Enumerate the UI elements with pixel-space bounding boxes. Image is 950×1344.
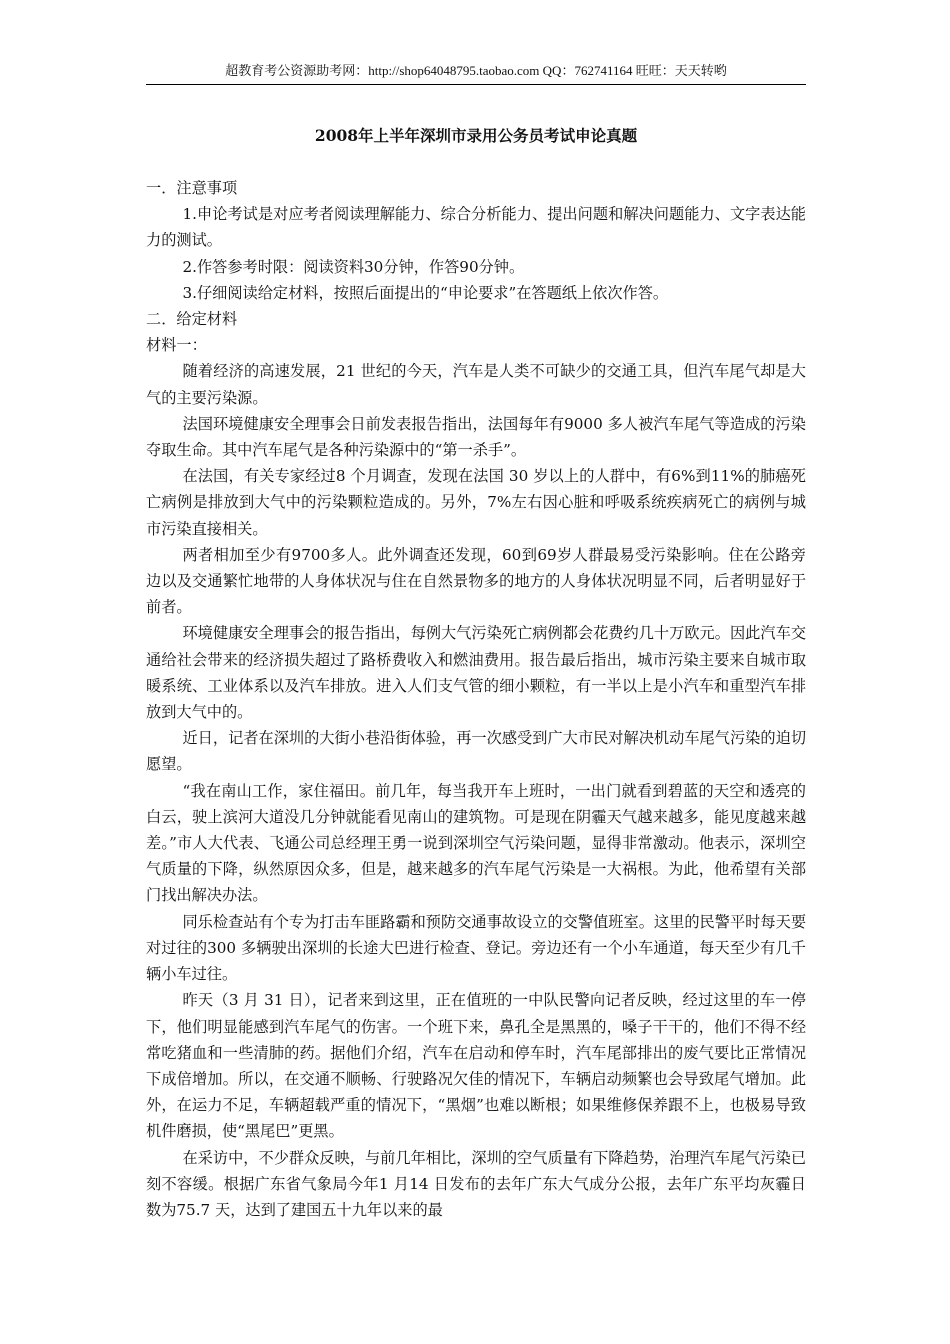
paragraph: 二．给定材料 (146, 310, 238, 329)
paragraph: 1.申论考试是对应考者阅读理解能力、综合分析能力、提出问题和解决问题能力、文字表达能力的测试。 (146, 205, 806, 250)
paragraph: 2.作答参考时限：阅读资料30分钟，作答90分钟。 (182, 257, 525, 276)
paragraph: 材料一： (146, 336, 207, 355)
paragraph: “我在南山工作，家住福田。前几年，每当我开车上班时，一出门就看到碧蓝的天空和透亮的白云，驶上滨河大道没几分钟就能看见南山的建筑物。可是现在阴霾天气越来越多，能见度越来越差。”市人大代表、飞通公司总经理王勇一说到深圳空气污染问题，显得非常激动。他表示，深圳空气质量的下降，纵然原因众多，但是，越来越多的汽车尾气污染是一大祸根。为此，他希望有关部门找出解决办法。 (146, 781, 806, 905)
paragraph: 近日，记者在深圳的大街小巷沿街体验，再一次感受到广大市民对解决机动车尾气污染的迫切愿望。 (146, 729, 806, 774)
header-divider (146, 84, 806, 85)
document-title: 2008年上半年深圳市录用公务员考试申论真题 (314, 126, 638, 145)
paragraph: 3.仔细阅读给定材料，按照后面提出的“申论要求”在答题纸上依次作答。 (182, 283, 669, 302)
paragraph: 随着经济的高速发展，21 世纪的今天，汽车是人类不可缺少的交通工具，但汽车尾气却是大气的主要污染源。 (146, 362, 806, 407)
paragraph: 昨天（3 月 31 日），记者来到这里，正在值班的一中队民警向记者反映，经过这里的车一停下，他们明显能感到汽车尾气的伤害。一个班下来，鼻孔全是黑黑的，嗓子干干的，他们不得不经常吃猪血和一些清肺的药。据他们介绍，汽车在启动和停车时，汽车尾部排出的废气要比正常情况下成倍增加。所以，在交通不顺畅、行驶路况欠佳的情况下，车辆启动频繁也会导致尾气增加。此外，在运力不足，车辆超载严重的情况下，“黑烟”也难以断根；如果维修保养跟不上，也极易导致机件磨损，使“黑尾巴”更黑。 (146, 991, 806, 1141)
paragraph: 法国环境健康安全理事会日前发表报告指出，法国每年有9000 多人被汽车尾气等造成的污染夺取生命。其中汽车尾气是各种污染源中的“第一杀手”。 (146, 414, 806, 460)
paragraph: 在采访中，不少群众反映，与前几年相比，深圳的空气质量有下降趋势，治理汽车尾气污染已刻不容缓。根据广东省气象局今年1 月14 日发布的去年广东大气成分公报，去年广东平均灰霾日数为75.7 天，达到了建国五十九年以来的最 (146, 1148, 806, 1219)
document-body (146, 175, 806, 1223)
paragraph: 两者相加至少有9700多人。此外调查还发现，60到69岁人群最易受污染影响。住在公路旁边以及交通繁忙地带的人身体状况与住在自然景物多的地方的人身体状况明显不同，后者明显好于前者。 (146, 545, 806, 617)
page-header: 超教育考公资源助考网：http://shop64048795.taobao.com QQ：762741164 旺旺：天天转哟 (225, 63, 727, 78)
paragraph: 环境健康安全理事会的报告指出，每例大气污染死亡病例都会花费约几十万欧元。因此汽车交通给社会带来的经济损失超过了路桥费收入和燃油费用。报告最后指出，城市污染主要来自城市取暖系统、工业体系以及汽车排放。进入人们支气管的细小颗粒，有一半以上是小汽车和重型汽车排放到大气中的。 (146, 624, 806, 722)
paragraph: 同乐检查站有个专为打击车匪路霸和预防交通事故设立的交警值班室。这里的民警平时每天要对过往的300 多辆驶出深圳的长途大巴进行检查、登记。旁边还有一个小车通道，每天至少有几千辆小车过往。 (146, 912, 806, 984)
paragraph: 在法国，有关专家经过8 个月调查，发现在法国 30 岁以上的人群中，有6%到11%的肺癌死亡病例是排放到大气中的污染颗粒造成的。另外，7%左右因心脏和呼吸系统疾病死亡的病例与城市污染直接相关。 (146, 467, 806, 538)
paragraph: 一．注意事项 (146, 179, 238, 197)
